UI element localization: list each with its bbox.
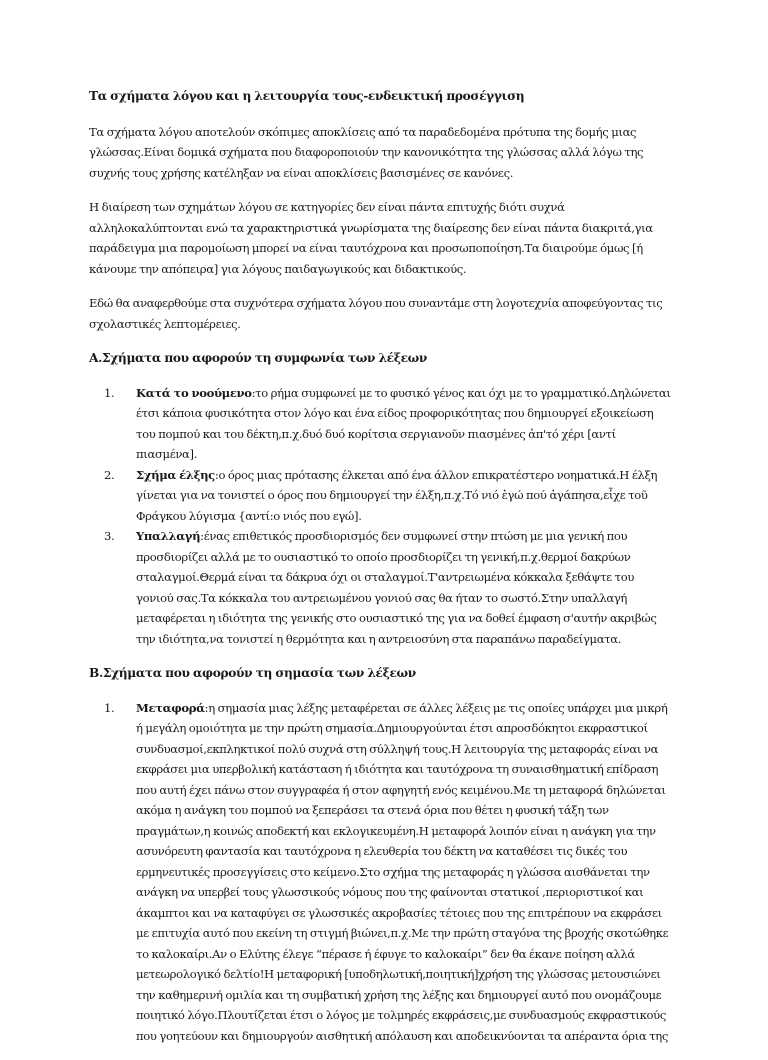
section-b-list: [89, 698, 674, 1047]
document-page: [89, 86, 674, 1060]
term-description: :το ρήμα συμφωνεί με το φυσικό γένος και όχι με το γραμματικό.Δηλώνεται έτσι κάποια φυσικότητα στον λόγο και ένα είδος προφορικότητας που δημιουργεί εξοικείωση του πομπού και του δέκτη,π.χ.δυό δυό κορίτσια σεργιανοῦν πιασμένες ἀπ'τό χέρι [αντί πιασμένα].: [136, 385, 671, 461]
term-ypallagi: Υπαλλαγή: [136, 529, 201, 543]
term-schima-elxis: Σχήμα έλξης: [136, 467, 215, 482]
list-item: [89, 698, 674, 1047]
term-metafora: Μεταφορά: [136, 700, 205, 715]
term-description: :ένας επιθετικός προσδιορισμός δεν συμφωνεί στην πτώση με μια γενική που προσδιορίζει αλλά με το ουσιαστικό το οποίο προσδιορίζει τη γενική,π.χ.θερμοί δακρύων σταλαγμοί.Θερμά είναι τα δάκρυα όχι οι σταλαγμοί.Τ'αντρειωμένα κόκκαλα ξεθάψτε του γονιού σας.Τα κόκκαλα του αντρειωμένου γονιού σας θα ήταν το σωστό.Στην υπαλλαγή μεταφέρεται η ιδιότητα της γενικής στο ουσιαστικό της για να δοθεί έμφαση σ'αυτήν ακριβώς την ιδιότητα,να τονιστεί η θερμότητα και η αντρειοσύνη στα παραπάνω παραδείγματα.: [136, 529, 657, 646]
list-item: [89, 383, 674, 465]
intro-paragraph-1: Τα σχήματα λόγου αποτελούν σκόπιμες αποκλίσεις από τα παραδεδομένα πρότυπα της δομής μιας γλώσσας.Είναι δομικά σχήματα που διαφοροποιούν την κανονικότητα της γλώσσας αλλά λόγω της συχνής τους χρήσης κατέληξαν να είναι αποκλίσεις βασισμένες σε κανόνες.: [89, 124, 644, 180]
intro-paragraph-2: Η διαίρεση των σχημάτων λόγου σε κατηγορίες δεν είναι πάντα επιτυχής διότι συχνά αλληλοκαλύπτονται ενώ τα χαρακτηριστικά γνωρίσματα της διαίρεσης δεν είναι πάντα διακριτά,για παράδειγμα μια παρομοίωση μπορεί να είναι ταυτόχρονα και προσωποποίηση.Τα διαιρούμε όμως [ή κάνουμε την απόπειρα] για λόγους παιδαγωγικούς και διδακτικούς.: [89, 200, 653, 276]
list-item-number: 3.: [104, 529, 115, 543]
term-description: :ο όρος μιας πρότασης έλκεται από ένα άλλον επικρατέστερο νοηματικά.Η έλξη γίνεται για να τονιστεί ο όρος που δημιουργεί την έλξη,π.χ.Τό νιό ἐγώ πού ἀγάπησα,εἶχε τοῦ Φράγκου λύγισμα {αντί:ο νιός που εγώ].: [136, 467, 658, 523]
list-item: [89, 526, 674, 649]
document-title: Τα σχήματα λόγου και η λειτουργία τους-ενδεικτική προσέγγιση: [89, 89, 525, 103]
list-item-number: 2.: [104, 467, 115, 482]
section-b-heading: Β.Σχήματα που αφορούν τη σημασία των λέξεων: [89, 666, 416, 680]
section-a-heading: Α.Σχήματα που αφορούν τη συμφωνία των λέξεων: [89, 351, 428, 365]
section-a-list: [89, 383, 674, 650]
list-item-number: 1.: [104, 700, 115, 715]
term-kata-to-nooumeno: Κατά το νοούμενο: [136, 385, 252, 400]
list-item-number: 1.: [104, 385, 115, 400]
term-description: :η σημασία μιας λέξης μεταφέρεται σε άλλες λέξεις με τις οποίες υπάρχει μια μικρή ή μεγάλη ομοιότητα με την πρώτη σημασία.Δημιουργούνται έτσι απροσδόκητοι εκφραστικοί συνδυασμοί,εκπληκτικοί πολύ συχνά στη σύλληψή τους.Η λειτουργία της μεταφοράς είναι να εκφράσει μια υπερβολική κατάσταση ή ιδιότητα και ταυτόχρονα τη συναισθηματική επίδραση που αυτή έχει πάνω στον συγγραφέα ή στον αφηγητή ενός κειμένου.Με τη μεταφορά δηλώνεται ακόμα η ανάγκη του πομπού να ξεπεράσει τα στενά όρια που θέτει η φυσική τάξη των πραγμάτων,η κοινώς αποδεκτή και εκλογικευμένη.Η μεταφορά λοιπόν είναι η ανάγκη για την ασυνόρευτη φαντασία και ταυτόχρονα η ελευθερία του δέκτη να καταθέσει τις δικές του ερμηνευτικές προσεγγίσεις στο κείμενο.Στο σχήμα της μεταφοράς η γλώσσα αισθάνεται την ανάγκη να υπερβεί τους γλωσσικούς νόμους που της φαίνονται στατικοί ,περιοριστικοί και άκαμπτοι και να καταφύγει σε γλωσσικές ακροβασίες τέτοιες που της επιτρέπουν να εκφράσει με επιτυχία αυτό που εκείνη τη στιγμή βιώνει,π.χ.Με την πρώτη σταγόνα της βροχής σκοτώθηκε το καλοκαίρι.Αν ο Ελύτης έλεγε “πέρασε ή έφυγε το καλοκαίρι” δεν θα έκανε ποίηση αλλά μετεωρολογικό δελτίο!Η μεταφορική [υποδηλωτική,ποιητική]χρήση της γλώσσας μετουσιώνει την καθημερινή ομιλία και τη συμβατική χρήση της λέξης και δημιουργεί αυτό που ονομάζουμε ποιητικό λόγο.Πλουτίζεται έτσι ο λόγος με τολμηρές εκφράσεις,με συνδυασμούς εκφραστικούς που γοητεύουν και δημιουργούν αισθητική απόλαυση και αποδεικνύονται τα απέραντα όρια της: [136, 700, 669, 1043]
intro-paragraph-3: Εδώ θα αναφερθούμε στα συχνότερα σχήματα λόγου που συναντάμε στη λογοτεχνία αποφεύγοντας τις σχολαστικές λεπτομέρειες.: [89, 296, 663, 331]
list-item: [89, 465, 674, 527]
